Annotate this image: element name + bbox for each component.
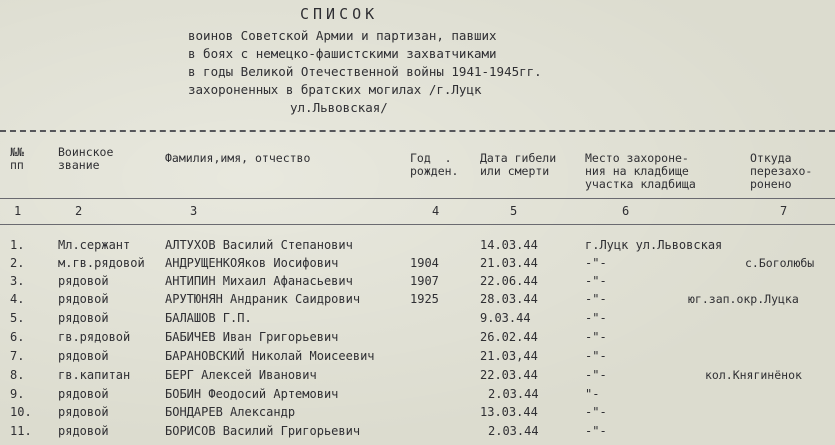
row-rank: гв.капитан [58, 368, 131, 382]
table-row [0, 349, 835, 369]
column-number-5: 5 [510, 204, 518, 218]
row-reburied-from: юг.зап.окр.Луцка [688, 292, 799, 306]
column-number-3: 3 [190, 204, 198, 218]
row-burial-place: -"- [585, 330, 607, 344]
row-number: 9. [10, 387, 25, 401]
column-header-place: Место захороне- ния на кладбище участка кладбища [585, 151, 696, 191]
row-birth-year: 1925 [410, 292, 439, 306]
row-burial-place: -"- [585, 424, 607, 438]
row-name: АНТИПИН Михаил Афанасьевич [165, 274, 353, 288]
row-rank: рядовой [58, 387, 109, 401]
table-row [0, 238, 835, 258]
row-rank: м.гв.рядовой [58, 256, 145, 270]
row-number: 10. [10, 405, 32, 419]
document-title: СПИСОК [300, 5, 379, 23]
row-number: 4. [10, 292, 25, 306]
column-header-num: №№ пп [10, 145, 24, 172]
row-name: БАБИЧЕВ Иван Григорьевич [165, 330, 339, 344]
row-rank: рядовой [58, 311, 109, 325]
table-row [0, 424, 835, 444]
row-name: БАРАНОВСКИЙ Николай Моисеевич [165, 349, 375, 363]
row-name: БОНДАРЕВ Александр [165, 405, 296, 419]
table-row [0, 368, 835, 388]
table-row [0, 330, 835, 350]
row-name: БОРИСОВ Василий Григорьевич [165, 424, 361, 438]
row-name: АЛТУХОВ Василий Степанович [165, 238, 353, 252]
row-rank: рядовой [58, 274, 109, 288]
heading-line-2: в боях с немецко-фашистскими захватчиками [188, 46, 497, 61]
row-number: 2. [10, 256, 25, 270]
row-rank: Мл.сержант [58, 238, 131, 252]
top-dashed-rule [0, 130, 835, 132]
row-death-date: 26.02.44 [480, 330, 538, 344]
row-birth-year: 1904 [410, 256, 439, 270]
column-number-7: 7 [780, 204, 788, 218]
column-number-4: 4 [432, 204, 440, 218]
row-burial-place: -"- [585, 292, 607, 306]
row-rank: гв.рядовой [58, 330, 131, 344]
header-rule-bottom [0, 224, 835, 225]
heading-line-1: воинов Советской Армии и партизан, павших [188, 28, 497, 43]
table-row [0, 256, 835, 276]
row-number: 1. [10, 238, 25, 252]
row-burial-place: -"- [585, 405, 607, 419]
row-name: АРУТЮНЯН Андраник Саидрович [165, 292, 361, 306]
row-death-date: 13.03.44 [480, 405, 538, 419]
row-name: БОБИН Феодосий Артемович [165, 387, 339, 401]
row-burial-place: -"- [585, 311, 607, 325]
row-death-date: 9.03.44 [480, 311, 531, 325]
column-header-name: Фамилия,имя, отчество [165, 151, 311, 165]
row-death-date: 21.03.44 [480, 256, 538, 270]
row-reburied-from: кол.Княгинёнок [705, 368, 802, 382]
header-rule-top [0, 198, 835, 199]
row-number: 8. [10, 368, 25, 382]
row-rank: рядовой [58, 405, 109, 419]
heading-line-4: захороненных в братских могилах /г.Луцк [188, 82, 482, 97]
row-burial-place: "- [585, 387, 600, 401]
column-number-6: 6 [622, 204, 630, 218]
row-death-date: 2.03.44 [488, 387, 539, 401]
row-death-date: 22.06.44 [480, 274, 538, 288]
row-name: БАЛАШОВ Г.П. [165, 311, 252, 325]
row-reburied-from: с.Боголюбы [745, 256, 815, 270]
table-row [0, 274, 835, 294]
row-name: БЕРГ Алексей Иванович [165, 368, 317, 382]
heading-line-3: в годы Великой Отечественной войны 1941-1945гг. [188, 64, 542, 79]
row-burial-place: -"- [585, 256, 607, 270]
column-number-2: 2 [75, 204, 83, 218]
row-number: 6. [10, 330, 25, 344]
column-header-date: Дата гибели или смерти [480, 151, 557, 178]
row-name: АНДРУЩЕНКОЯков Иосифович [165, 256, 339, 270]
row-burial-place: -"- [585, 349, 607, 363]
row-death-date: 22.03.44 [480, 368, 538, 382]
row-number: 5. [10, 311, 25, 325]
row-death-date: 28.03.44 [480, 292, 538, 306]
row-rank: рядовой [58, 424, 109, 438]
table-row [0, 311, 835, 331]
row-rank: рядовой [58, 349, 109, 363]
row-burial-place: г.Луцк ул.Львовская [585, 238, 723, 252]
column-header-from: Откуда перезахо- ронено [750, 151, 813, 191]
row-number: 3. [10, 274, 25, 288]
column-number-1: 1 [14, 204, 22, 218]
row-burial-place: -"- [585, 274, 607, 288]
row-number: 11. [10, 424, 32, 438]
table-row [0, 292, 835, 312]
table-row [0, 405, 835, 425]
row-burial-place: -"- [585, 368, 607, 382]
row-birth-year: 1907 [410, 274, 439, 288]
row-death-date: 2.03.44 [488, 424, 539, 438]
heading-line-5: ул.Львовская/ [290, 100, 388, 115]
row-number: 7. [10, 349, 25, 363]
column-header-rank: Воинское звание [58, 145, 114, 172]
table-row [0, 387, 835, 407]
column-header-year: Год . рожден. [410, 151, 459, 178]
row-death-date: 14.03.44 [480, 238, 538, 252]
row-death-date: 21.03,44 [480, 349, 538, 363]
row-rank: рядовой [58, 292, 109, 306]
